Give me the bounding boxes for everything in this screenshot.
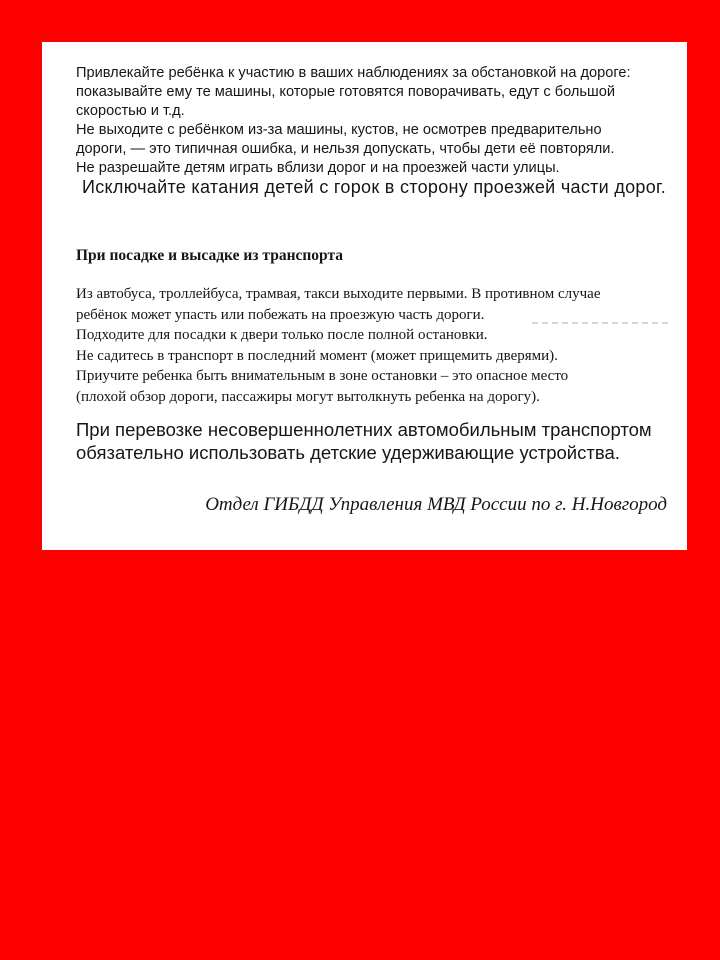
text-line: Привлекайте ребёнка к участию в ваших наблюдениях за обстановкой на дороге:	[76, 65, 631, 81]
text-line: Исключайте катания детей с горок в сторону проезжей части дорог.	[82, 177, 667, 197]
text-line: Подходите для посадки к двери только после полной остановки.	[76, 327, 488, 343]
text-line: Не разрешайте детям играть вблизи дорог и на проезжей части улицы.	[76, 160, 560, 176]
text-line: Из автобуса, троллейбуса, трамвая, такси выходите первыми. В противном случае	[76, 286, 601, 302]
text-line: Не выходите с ребёнком из-за машины, кустов, не осмотрев предварительно	[76, 122, 602, 138]
text-line: Не садитесь в транспорт в последний момент (может прищемить дверями).	[76, 347, 558, 364]
text-line: При перевозке несовершеннолетних автомобильным транспортом	[76, 419, 652, 440]
paragraph-child-seats	[76, 418, 669, 464]
document-sheet	[42, 42, 687, 550]
paragraph-transport	[76, 284, 669, 407]
scan-artifact	[532, 322, 672, 324]
signature: Отдел ГИБДД Управления МВД России по г. Н.Новгород	[205, 494, 667, 515]
text-line: Приучите ребенка быть внимательным в зоне остановки – это опасное место	[76, 368, 569, 384]
text-line: дороги, — это типичная ошибка, и нельзя допускать, чтобы дети её повторяли.	[76, 141, 615, 157]
section-heading: При посадке и высадке из транспорта	[76, 247, 344, 264]
paragraph-observation	[76, 64, 669, 178]
text-line: (плохой обзор дороги, пассажиры могут вытолкнуть ребенка на дорогу).	[76, 388, 540, 405]
text-line: обязательно использовать детские удерживающие устройства.	[76, 442, 620, 463]
text-line: показывайте ему те машины, которые готовятся поворачивать, едут с большой	[76, 84, 616, 100]
text-line: скоростью и т.д.	[76, 103, 185, 119]
text-line: ребёнок может упасть или побежать на проезжую часть дороги.	[76, 306, 485, 323]
paragraph-sledding	[76, 176, 669, 198]
